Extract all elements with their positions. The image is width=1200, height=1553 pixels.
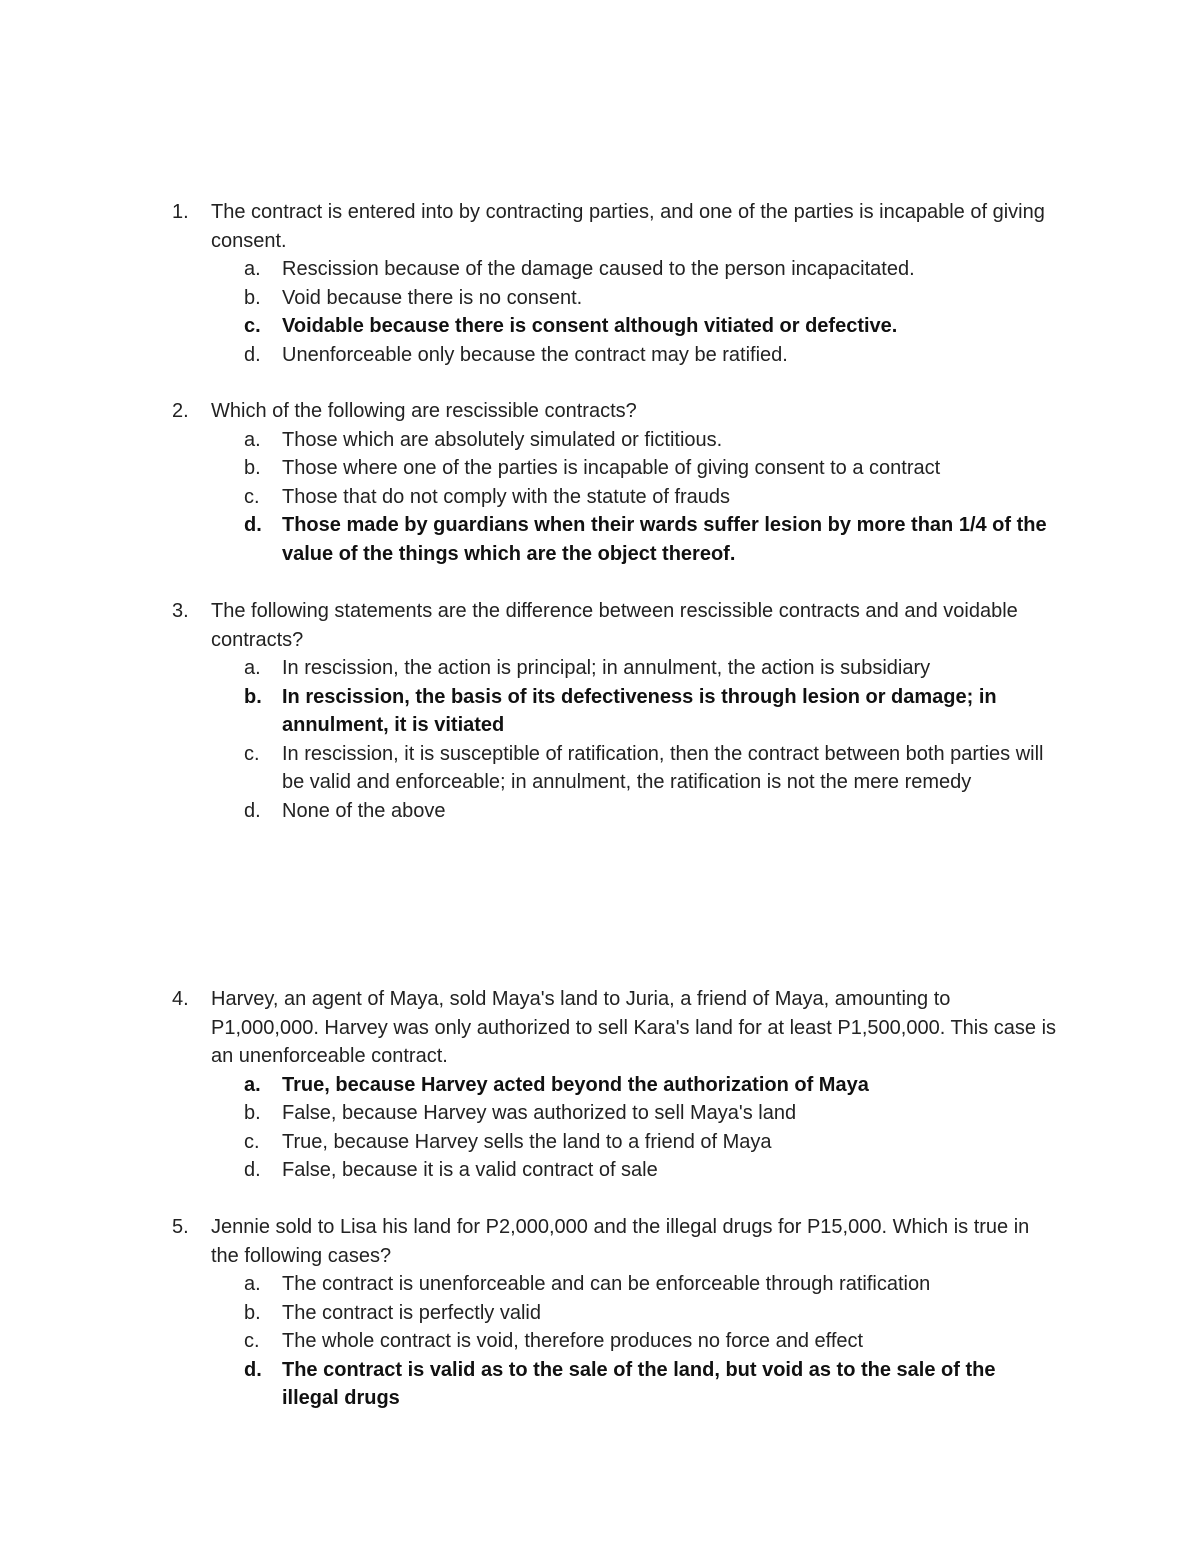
question-stem: [172, 985, 1072, 1071]
option-letter: b.: [244, 685, 262, 708]
option-text: Void because there is no consent.: [282, 286, 583, 309]
option-letter: d.: [244, 514, 262, 536]
option-text: Unenforceable only because the contract may be ratified.: [282, 343, 788, 366]
option-d-correct-answer: [244, 1356, 1072, 1413]
option-letter: a.: [244, 1273, 261, 1295]
option-list: [244, 1071, 1072, 1185]
question-5: [172, 1213, 1072, 1413]
option-letter: c.: [244, 315, 261, 337]
option-text: The contract is unenforceable and can be enforceable through ratification: [282, 1273, 931, 1295]
question-4: [172, 985, 1072, 1185]
option-text: Rescission because of the damage caused to the person incapacitated.: [282, 258, 915, 280]
question-text: The contract is entered into by contracting parties, and one of the parties is incapable of giving consent.: [211, 201, 1045, 252]
option-text: Those that do not comply with the statute of frauds: [282, 485, 731, 508]
option-b-correct-answer: [244, 683, 1072, 740]
option-text: Those made by guardians when their wards suffer lesion by more than 1/4 of the value of the things which are the object thereof.: [282, 514, 1047, 565]
question-1: [172, 198, 1072, 369]
question-number: 5.: [172, 1216, 189, 1238]
question-stem: [172, 397, 1072, 426]
option-text: In rescission, it is susceptible of ratification, then the contract between both parties will be valid and enforceable; in annulment, the ratification is not the mere remedy: [282, 742, 1044, 793]
option-text: The whole contract is void, therefore produces no force and effect: [282, 1330, 864, 1352]
option-d-correct-answer: [244, 511, 1072, 568]
option-letter: d.: [244, 343, 261, 366]
option-a: [244, 1270, 1072, 1299]
option-letter: b.: [244, 457, 261, 479]
option-b: [244, 284, 1072, 313]
question-number: 2.: [172, 400, 189, 422]
option-c: [244, 1128, 1072, 1157]
option-text: None of the above: [282, 799, 446, 822]
option-text: The contract is valid as to the sale of the land, but void as to the sale of the illegal drugs: [282, 1358, 996, 1409]
option-text: Those where one of the parties is incapable of giving consent to a contract: [282, 457, 941, 479]
option-list: [244, 255, 1072, 369]
option-letter: d.: [244, 1358, 262, 1381]
option-a: [244, 255, 1072, 284]
option-a: [244, 654, 1072, 683]
option-text: The contract is perfectly valid: [282, 1301, 541, 1324]
option-letter: c.: [244, 485, 260, 508]
option-b: [244, 1099, 1072, 1128]
option-text: True, because Harvey sells the land to a friend of Maya: [282, 1130, 772, 1153]
option-d: [244, 797, 1072, 826]
option-text: False, because it is a valid contract of sale: [282, 1159, 658, 1181]
option-a-correct-answer: [244, 1071, 1072, 1100]
option-letter: c.: [244, 742, 260, 765]
question-text: The following statements are the difference between rescissible contracts and and voidable contracts?: [211, 600, 1018, 651]
option-b: [244, 1299, 1072, 1328]
option-c-correct-answer: [244, 312, 1072, 341]
question-number: 3.: [172, 600, 189, 622]
option-c: [244, 1327, 1072, 1356]
question-2: [172, 397, 1072, 568]
option-letter: c.: [244, 1130, 260, 1153]
option-c: [244, 740, 1072, 797]
option-letter: b.: [244, 286, 261, 309]
question-stem: [172, 1213, 1072, 1270]
option-letter: a.: [244, 657, 261, 679]
option-text: False, because Harvey was authorized to sell Maya's land: [282, 1102, 797, 1124]
question-stem: [172, 597, 1072, 654]
option-c: [244, 483, 1072, 512]
option-text: Voidable because there is consent although vitiated or defective.: [282, 315, 898, 337]
option-letter: b.: [244, 1102, 261, 1124]
option-letter: b.: [244, 1301, 261, 1324]
option-letter: a.: [244, 428, 261, 451]
option-text: Those which are absolutely simulated or fictitious.: [282, 428, 723, 451]
option-text: In rescission, the action is principal; in annulment, the action is subsidiary: [282, 657, 931, 679]
question-number: 4.: [172, 988, 189, 1010]
option-text: True, because Harvey acted beyond the authorization of Maya: [282, 1073, 869, 1096]
option-letter: d.: [244, 1159, 261, 1181]
option-letter: c.: [244, 1330, 260, 1352]
option-d: [244, 1156, 1072, 1185]
option-letter: d.: [244, 799, 261, 822]
question-text: Jennie sold to Lisa his land for P2,000,000 and the illegal drugs for P15,000. Which is true in the following cases?: [211, 1216, 1030, 1267]
option-d: [244, 341, 1072, 370]
option-letter: a.: [244, 1073, 261, 1096]
question-3: [172, 597, 1072, 825]
option-list: [244, 1270, 1072, 1413]
option-list: [244, 654, 1072, 825]
option-letter: a.: [244, 258, 261, 280]
question-text: Harvey, an agent of Maya, sold Maya's land to Juria, a friend of Maya, amounting to P1,000,000. Harvey was only authorized to sell Kara's land for at least P1,500,000. This case is an unenforceable contract.: [211, 988, 1057, 1067]
option-list: [244, 426, 1072, 569]
option-a: [244, 426, 1072, 455]
option-b: [244, 454, 1072, 483]
question-text: Which of the following are rescissible contracts?: [211, 400, 637, 422]
option-text: In rescission, the basis of its defectiveness is through lesion or damage; in annulment, it is vitiated: [282, 685, 997, 736]
question-number: 1.: [172, 201, 189, 223]
question-stem: [172, 198, 1072, 255]
